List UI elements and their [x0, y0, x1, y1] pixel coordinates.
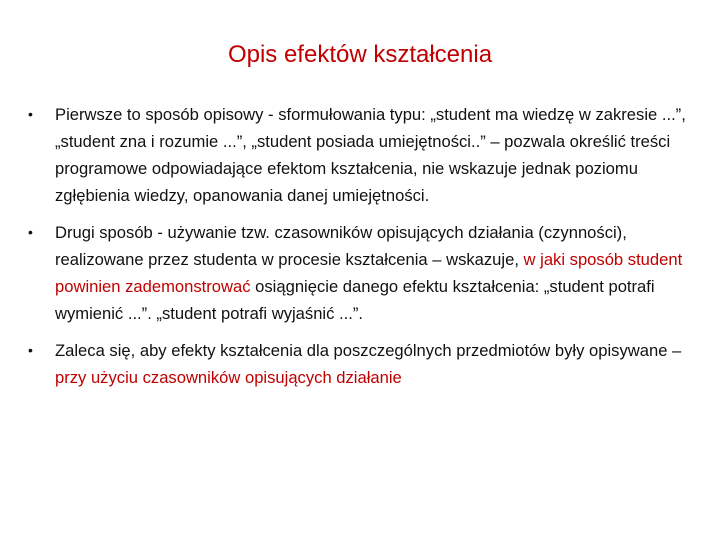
bullet-dot-icon: •: [28, 224, 33, 240]
highlighted-text: w jaki sposób student powinien zademonstrować: [55, 250, 683, 296]
bullet-text: Drugi sposób - używanie tzw. czasowników opisujących działania (czynności), realizowane przez studenta w procesie kształcenia – wskazuje,: [55, 223, 627, 269]
bullet-text: Pierwsze to sposób opisowy - sformułowania typu: „student ma wiedzę w zakresie ...”, „student zna i rozumie ...”, „student posiada umiejętności..” – pozwala określić treści programowe odpowiadające efektom kształcenia, nie wskazuje jednak poziomu zgłębienia wiedzy, opanowania danej umiejętności.: [55, 105, 686, 205]
bullet-text: Zaleca się, aby efekty kształcenia dla poszczególnych przedmiotów były opisywane –: [55, 341, 682, 360]
bullet-dot-icon: •: [28, 342, 33, 358]
bullet-item-1: [28, 101, 700, 209]
bullet-item-2: [28, 219, 700, 327]
bullet-text-continued: osiągnięcie danego efektu kształcenia: „student potrafi wymienić ...”. „student potrafi wyjaśnić ...”.: [55, 277, 655, 323]
highlighted-text: przy użyciu czasowników opisujących działanie: [55, 368, 402, 387]
bullet-list: [28, 101, 700, 391]
bullet-item-3: [28, 337, 700, 391]
slide-title: Opis efektów kształcenia: [227, 41, 493, 68]
bullet-dot-icon: •: [28, 106, 33, 122]
